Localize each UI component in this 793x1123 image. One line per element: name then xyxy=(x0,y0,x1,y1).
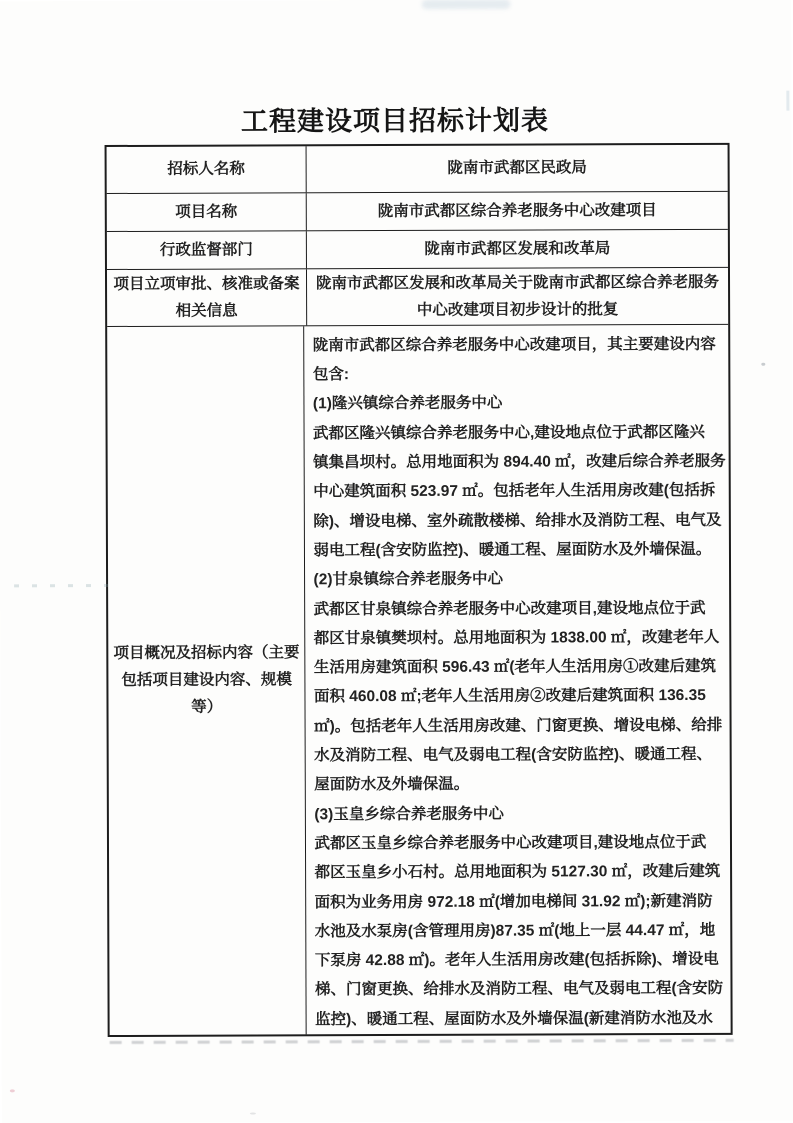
text-line: (1)隆兴镇综合养老服务中心 xyxy=(312,395,503,413)
text-line: 镇集昌坝村。总用地面积为 894.40 ㎡，改建后综合养老服务 xyxy=(313,452,726,472)
text-line: 包括项目建设内容、规模 xyxy=(121,671,292,690)
scan-noise-speck xyxy=(250,1112,256,1114)
text-line: 项目名称 xyxy=(175,203,238,221)
bidder-name-value-cell xyxy=(307,145,728,192)
text-line: 包含: xyxy=(312,366,350,384)
bidder-name-label-cell xyxy=(107,146,307,192)
text-line: 屋面防水及外墙保温。 xyxy=(314,776,470,794)
text-line: 等） xyxy=(191,699,223,717)
text-line: 梯、门窗更换、给排水及消防工程、电气及弱电工程(含安防 xyxy=(314,980,724,999)
text-line: 中心建筑面积 523.97 ㎡。包括老年人生活用房改建(包括拆 xyxy=(313,482,716,501)
supervising-department-label-cell xyxy=(107,232,307,269)
text-line: 中心改建项目初步设计的批复 xyxy=(416,301,619,319)
table-row-approval-info xyxy=(107,268,728,327)
text-line: 武都区玉皇乡综合养老服务中心改建项目,建设地点位于武 xyxy=(314,833,707,853)
text-line: 陇南市武都区民政局 xyxy=(447,159,587,178)
approval-info-label-cell xyxy=(107,270,307,326)
text-line: 行政监督部门 xyxy=(159,241,253,260)
table-row-project-name xyxy=(107,192,728,233)
text-line: 都区玉皇乡小石村。总用地面积为 5127.30 ㎡，改建后建筑 xyxy=(314,863,721,882)
scan-noise-speck xyxy=(761,363,765,366)
project-name-value-cell xyxy=(307,192,728,231)
text-line: 相关信息 xyxy=(175,302,238,320)
table-row-bidder-name xyxy=(107,145,728,194)
text-line: 项目立项审批、核准或备案 xyxy=(113,275,300,294)
text-line: 面积为业务用房 972.18 ㎡(增加电梯间 31.92 ㎡);新建消防 xyxy=(314,892,713,911)
text-line: 监控)、暖通工程、屋面防水及外墙保温(新建消防水池及水 xyxy=(315,1009,713,1028)
project-overview-value-cell xyxy=(305,325,731,1035)
text-line: 陇南市武都区综合养老服务中心改建项目，其主要建设内容 xyxy=(312,335,716,355)
document-title: 工程建设项目招标计划表 xyxy=(240,105,550,137)
text-line: 项目概况及招标内容（主要 xyxy=(113,644,300,663)
table-row-project-overview xyxy=(107,325,730,1035)
text-line: 弱电工程(含安防监控)、暖通工程、屋面防水及外墙保温。 xyxy=(313,540,712,560)
project-name-label-cell xyxy=(107,193,307,231)
scan-noise-table-shadow xyxy=(110,1039,734,1044)
text-line: 生活用房建筑面积 596.43 ㎡(老年人生活用房①改建后建筑 xyxy=(313,658,717,677)
text-line: 武都区甘泉镇综合养老服务中心改建项目,建设地点位于武 xyxy=(313,599,706,618)
text-line: (3)玉皇乡综合养老服务中心 xyxy=(314,805,504,823)
approval-info-value-cell xyxy=(307,268,728,325)
text-line: ㎡)。包括老年人生活用房改建、门窗更换、增设电梯、给排 xyxy=(314,716,723,736)
text-line: 面积 460.08 ㎡;老年人生活用房②改建后建筑面积 136.35 xyxy=(313,687,706,706)
text-line: 陇南市武都区综合养老服务中心改建项目 xyxy=(377,202,657,221)
text-line: (2)甘泉镇综合养老服务中心 xyxy=(313,570,504,589)
text-line: 水及消防工程、电气及弱电工程(含安防监控)、暖通工程、 xyxy=(314,745,713,765)
text-line: 水池及水泵房(含管理用房)87.35 ㎡(地上一层 44.47 ㎡，地 xyxy=(314,921,716,941)
scan-noise-speck xyxy=(10,1089,15,1092)
text-line: 都区甘泉镇樊坝村。总用地面积为 1838.00 ㎡，改建老年人 xyxy=(313,628,720,648)
text-line: 武都区隆兴镇综合养老服务中心,建设地点位于武都区隆兴 xyxy=(312,423,705,443)
text-line: 招标人名称 xyxy=(167,160,245,179)
project-overview-label-cell xyxy=(107,326,307,1035)
scan-noise-left-dashes xyxy=(14,584,108,587)
supervising-department-value-cell xyxy=(307,230,728,268)
text-line: 下泵房 42.88 ㎡)。老年人生活用房改建(包括拆除)、增设电 xyxy=(314,950,719,970)
table-row-supervising-department xyxy=(107,230,728,270)
bidding-plan-table xyxy=(105,143,733,1037)
text-line: 陇南市武都区发展和改革局 xyxy=(424,240,611,259)
text-line: 陇南市武都区发展和改革局关于陇南市武都区综合养老服务 xyxy=(315,273,720,293)
scan-noise-top-smudge xyxy=(422,0,510,9)
text-line: 除)、增设电梯、室外疏散楼梯、给排水及消防工程、电气及 xyxy=(313,511,722,530)
